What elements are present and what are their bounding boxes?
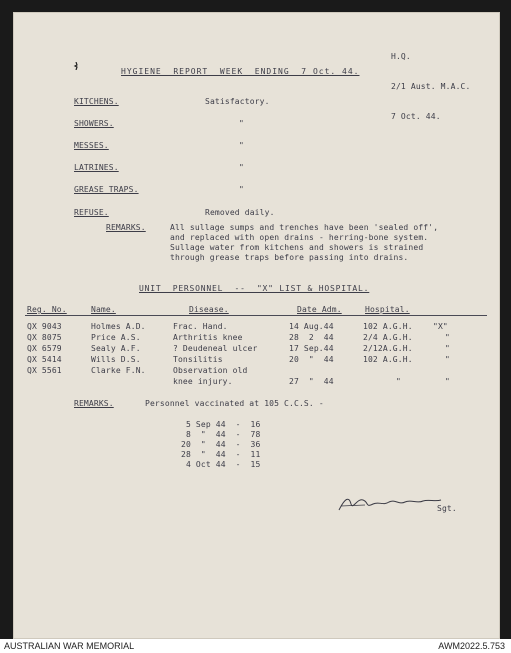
report-title: HYGIENE REPORT WEEK ENDING 7 Oct. 44. [121, 67, 360, 76]
cell-name: Clarke F.N. [91, 366, 146, 375]
cell-name: Price A.S. [91, 333, 141, 342]
cell-date: 28 2 44 [289, 333, 334, 342]
footer-institution: AUSTRALIAN WAR MEMORIAL [4, 641, 135, 651]
item-label-grease-traps: GREASE TRAPS. [74, 185, 139, 194]
col-header-disease: Disease. [189, 305, 229, 314]
cell-disease: Tonsilitis [173, 355, 223, 364]
item-label-showers: SHOWERS. [74, 119, 114, 128]
pin-hole-mark [73, 62, 79, 70]
cell-disease: Frac. Hand. [173, 322, 228, 331]
item-value-refuse: Removed daily. [205, 208, 275, 217]
header-rule [25, 315, 487, 316]
cell-disease: Arthritis knee [173, 333, 243, 342]
cell-name: Wills D.S. [91, 355, 141, 364]
hq-block [391, 32, 470, 142]
handwritten-signature [335, 492, 445, 514]
document-page [13, 12, 500, 639]
cell-note: " [445, 344, 450, 353]
cell-date: 14 Aug.44 [289, 322, 334, 331]
cell-name: Holmes A.D. [91, 322, 146, 331]
cell-hospital: " [396, 377, 401, 386]
vaccination-label: REMARKS. [74, 399, 114, 408]
hq-line: 7 Oct. 44. [391, 112, 441, 121]
cell-hospital: 2/4 A.G.H. [363, 333, 413, 342]
personnel-heading: UNIT PERSONNEL -- "X" LIST & HOSPITAL. [139, 284, 370, 293]
remarks-line: and replaced with open drains - herring-bone system. [170, 233, 429, 242]
cell-date: 27 " 44 [289, 377, 334, 386]
hq-line: H.Q. [391, 52, 411, 61]
cell-note: " [445, 377, 450, 386]
col-header-hospital: Hospital. [365, 305, 410, 314]
cell-date: 20 " 44 [289, 355, 334, 364]
cell-hospital: 2/12A.G.H. [363, 344, 413, 353]
signature-rank: Sgt. [437, 504, 457, 513]
hq-line: 2/1 Aust. M.A.C. [391, 82, 471, 91]
cell-hospital: 102 A.G.H. [363, 322, 413, 331]
cell-name: Sealy A.F. [91, 344, 141, 353]
item-label-latrines: LATRINES. [74, 163, 119, 172]
cell-reg: QX 8075 [27, 333, 62, 342]
item-label-kitchens: KITCHENS. [74, 97, 119, 106]
cell-reg: QX 9043 [27, 322, 62, 331]
col-header-name: Name. [91, 305, 116, 314]
cell-reg: QX 5561 [27, 366, 62, 375]
item-value-messes: " [239, 141, 244, 150]
item-label-refuse: REFUSE. [74, 208, 109, 217]
cell-reg: QX 5414 [27, 355, 62, 364]
archive-footer [0, 639, 511, 653]
vaccination-entry: 20 " 44 - 36 [181, 440, 261, 449]
cell-disease: ? Deudeneal ulcer [173, 344, 258, 353]
vaccination-entry: 28 " 44 - 11 [181, 450, 261, 459]
cell-hospital: 102 A.G.H. [363, 355, 413, 364]
vaccination-entry: 8 " 44 - 78 [181, 430, 261, 439]
vaccination-text: Personnel vaccinated at 105 C.C.S. - [145, 399, 324, 408]
cell-disease: Observation old [173, 366, 248, 375]
remarks-line: through grease traps before passing into drains. [170, 253, 409, 262]
item-value-latrines: " [239, 163, 244, 172]
vaccination-entry: 4 Oct 44 - 15 [181, 460, 261, 469]
item-value-kitchens: Satisfactory. [205, 97, 270, 106]
remarks-line: Sullage water from kitchens and showers is strained [170, 243, 424, 252]
cell-date: 17 Sep.44 [289, 344, 334, 353]
cell-note: "X" [433, 322, 448, 331]
col-header-date: Date Adm. [297, 305, 342, 314]
remarks-line: All sullage sumps and trenches have been 'sealed off', [170, 223, 439, 232]
item-value-showers: " [239, 119, 244, 128]
cell-reg: QX 6579 [27, 344, 62, 353]
cell-disease: knee injury. [173, 377, 233, 386]
cell-note: " [445, 333, 450, 342]
remarks-label: REMARKS. [106, 223, 146, 232]
col-header-reg: Reg. No. [27, 305, 67, 314]
cell-note: " [445, 355, 450, 364]
item-value-grease-traps: " [239, 185, 244, 194]
item-label-messes: MESSES. [74, 141, 109, 150]
vaccination-entry: 5 Sep 44 - 16 [181, 420, 261, 429]
footer-accession-number: AWM2022.5.753 [438, 641, 505, 651]
